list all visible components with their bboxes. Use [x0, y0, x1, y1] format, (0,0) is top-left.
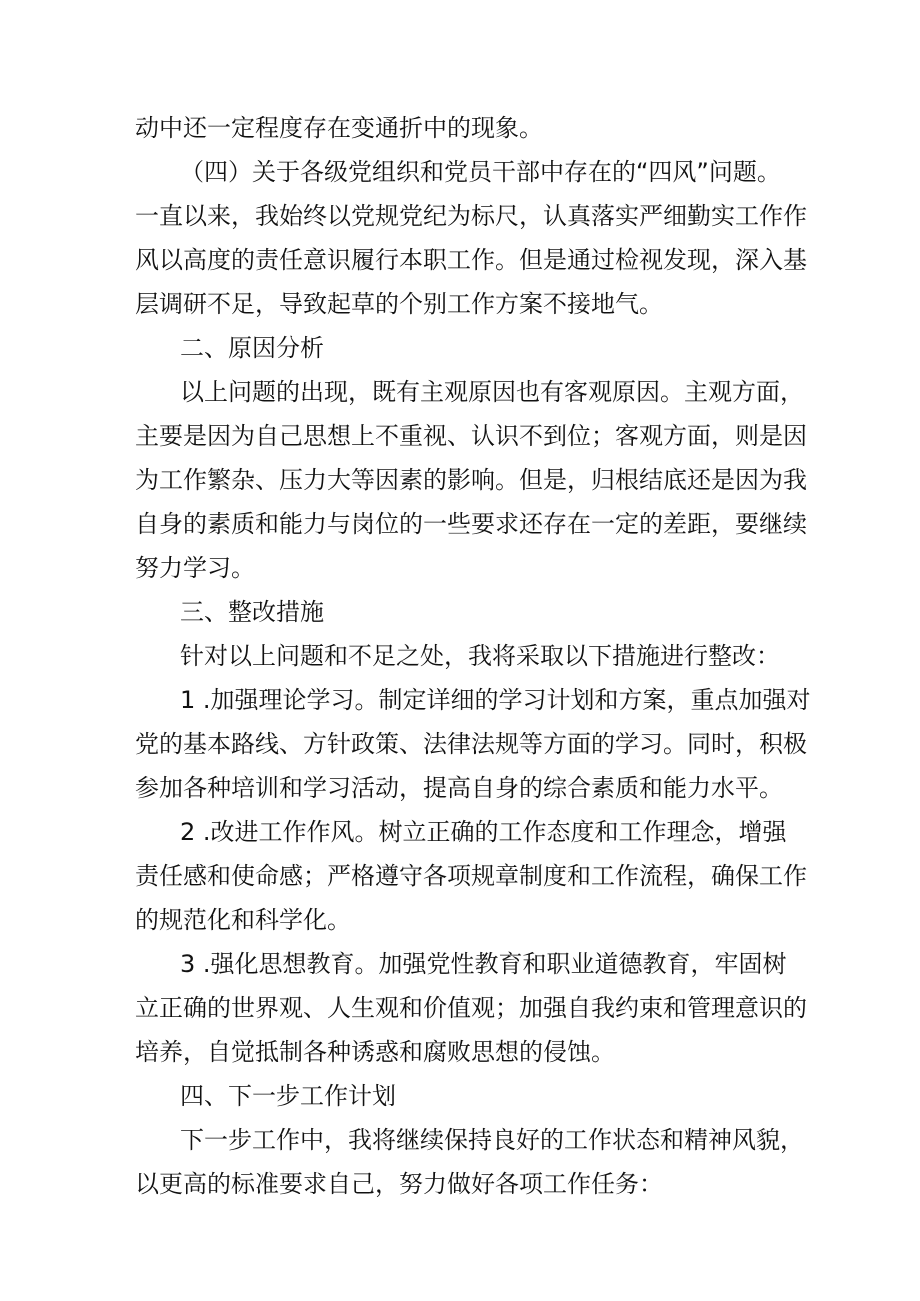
- paragraph-line: 动中还一定程度存在变通折中的现象。: [135, 114, 543, 142]
- list-item-line: 3 .强化思想教育。加强党性教育和职业道德教育，牢固树: [180, 950, 787, 978]
- paragraph-line: 努力学习。: [135, 554, 255, 582]
- section-heading: 四、下一步工作计划: [180, 1082, 396, 1110]
- section-heading: 二、原因分析: [180, 334, 324, 362]
- paragraph-line: 党的基本路线、方针政策、法律法规等方面的学习。同时，积极: [135, 730, 807, 758]
- paragraph-line: 以更高的标准要求自己，努力做好各项工作任务：: [135, 1170, 663, 1198]
- paragraph-line: 参加各种培训和学习活动，提高自身的综合素质和能力水平。: [135, 774, 783, 802]
- paragraph-line: 以上问题的出现，既有主观原因也有客观原因。主观方面，: [180, 378, 804, 406]
- paragraph-line: 的规范化和科学化。: [135, 906, 351, 934]
- paragraph-line: 为工作繁杂、压力大等因素的影响。但是，归根结底还是因为我: [135, 466, 807, 494]
- paragraph-line: 下一步工作中，我将继续保持良好的工作状态和精神风貌，: [180, 1126, 804, 1154]
- section-heading: 三、整改措施: [180, 598, 324, 626]
- list-item-line: 1 .加强理论学习。制定详细的学习计划和方案，重点加强对: [180, 686, 811, 714]
- paragraph-line: 培养，自觉抵制各种诱惑和腐败思想的侵蚀。: [135, 1038, 615, 1066]
- paragraph-line: 主要是因为自己思想上不重视、认识不到位；客观方面，则是因: [135, 422, 807, 450]
- paragraph-line: 一直以来，我始终以党规党纪为标尺，认真落实严细勤实工作作: [135, 202, 807, 230]
- paragraph-line: 立正确的世界观、人生观和价值观；加强自我约束和管理意识的: [135, 994, 807, 1022]
- list-item-line: 2 .改进工作作风。树立正确的工作态度和工作理念，增强: [180, 818, 787, 846]
- paragraph-line: 风以高度的责任意识履行本职工作。但是通过检视发现，深入基: [135, 246, 807, 274]
- paragraph-line: 自身的素质和能力与岗位的一些要求还存在一定的差距，要继续: [135, 510, 807, 538]
- paragraph-line: 层调研不足，导致起草的个别工作方案不接地气。: [135, 290, 663, 318]
- paragraph-line: 针对以上问题和不足之处，我将采取以下措施进行整改：: [180, 642, 780, 670]
- subheading-line: （四）关于各级党组织和党员干部中存在的“四风”问题。: [180, 158, 781, 186]
- paragraph-line: 责任感和使命感；严格遵守各项规章制度和工作流程，确保工作: [135, 862, 807, 890]
